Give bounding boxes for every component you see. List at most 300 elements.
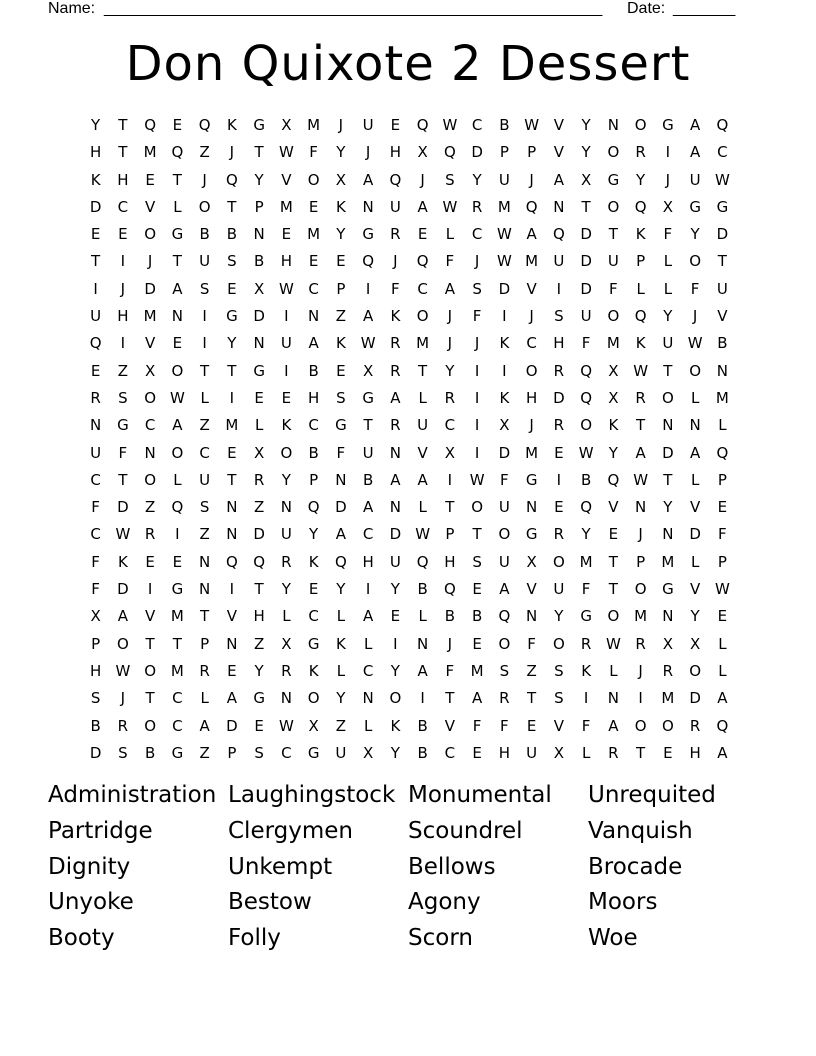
grid-letter[interactable]: E <box>390 607 401 626</box>
grid-letter[interactable]: H <box>689 743 701 762</box>
grid-letter[interactable]: F <box>500 470 509 489</box>
grid-letter[interactable]: F <box>91 552 100 571</box>
grid-letter[interactable]: I <box>502 361 507 380</box>
grid-letter[interactable]: U <box>389 197 401 216</box>
grid-letter[interactable]: M <box>661 552 675 571</box>
grid-letter[interactable]: H <box>117 170 129 189</box>
grid-letter[interactable]: M <box>307 116 321 134</box>
grid-letter[interactable]: G <box>253 689 265 708</box>
grid-letter[interactable]: Z <box>117 361 129 380</box>
grid-letter[interactable]: U <box>526 743 538 762</box>
grid-letter[interactable]: O <box>144 388 157 407</box>
grid-letter[interactable]: H <box>553 334 565 353</box>
grid-letter[interactable]: L <box>636 279 645 298</box>
grid-letter[interactable]: A <box>417 470 428 489</box>
grid-letter[interactable]: B <box>253 252 265 271</box>
grid-letter[interactable]: R <box>444 388 456 407</box>
grid-letter[interactable]: I <box>556 470 562 489</box>
grid-letter[interactable]: M <box>307 225 321 244</box>
grid-letter[interactable]: W <box>469 470 485 489</box>
grid-letter[interactable]: I <box>229 388 235 407</box>
grid-letter[interactable]: P <box>499 143 509 162</box>
grid-letter[interactable]: T <box>145 634 155 653</box>
grid-letter[interactable]: B <box>417 716 428 735</box>
grid-letter[interactable]: O <box>634 716 647 735</box>
grid-letter[interactable]: T <box>445 689 455 708</box>
grid-letter[interactable]: K <box>499 334 510 353</box>
grid-letter[interactable]: I <box>175 525 180 544</box>
grid-letter[interactable]: F <box>391 279 400 298</box>
grid-letter[interactable]: T <box>227 361 237 380</box>
grid-letter[interactable]: A <box>717 689 728 708</box>
grid-letter[interactable]: W <box>415 525 431 544</box>
grid-letter[interactable]: U <box>662 334 674 353</box>
grid-letter[interactable]: O <box>498 634 511 653</box>
grid-letter[interactable]: T <box>608 580 618 599</box>
grid-letter[interactable]: V <box>144 197 156 216</box>
grid-letter[interactable]: Q <box>362 252 375 271</box>
grid-letter[interactable]: M <box>279 197 293 216</box>
grid-letter[interactable]: O <box>280 443 293 462</box>
grid-letter[interactable]: B <box>199 225 210 244</box>
grid-letter[interactable]: N <box>607 116 619 134</box>
grid-letter[interactable]: F <box>445 252 455 271</box>
grid-letter[interactable]: I <box>447 470 453 489</box>
grid-letter[interactable]: N <box>662 416 674 435</box>
grid-letter[interactable]: T <box>145 689 155 708</box>
grid-letter[interactable]: W <box>524 116 540 134</box>
grid-letter[interactable]: O <box>307 170 320 189</box>
grid-letter[interactable]: A <box>689 143 701 162</box>
grid-letter[interactable]: Y <box>690 225 700 244</box>
grid-letter[interactable]: U <box>498 170 510 189</box>
grid-letter[interactable]: T <box>418 361 428 380</box>
grid-letter[interactable]: E <box>145 170 155 189</box>
grid-letter[interactable]: K <box>90 170 101 189</box>
grid-letter[interactable]: R <box>390 416 401 435</box>
grid-letter[interactable]: O <box>389 689 402 708</box>
grid-letter[interactable]: P <box>717 470 727 489</box>
grid-letter[interactable]: R <box>689 716 701 735</box>
grid-letter[interactable]: X <box>608 388 619 407</box>
grid-letter[interactable]: D <box>253 525 265 544</box>
grid-letter[interactable]: Q <box>198 116 211 134</box>
grid-letter[interactable]: V <box>144 334 156 353</box>
grid-letter[interactable]: E <box>336 252 346 271</box>
grid-letter[interactable]: Z <box>335 307 347 326</box>
grid-letter[interactable]: C <box>281 743 292 762</box>
grid-letter[interactable]: K <box>635 225 646 244</box>
grid-letter[interactable]: I <box>147 580 153 599</box>
grid-letter[interactable]: U <box>607 252 619 271</box>
grid-letter[interactable]: Y <box>472 170 482 189</box>
grid-letter[interactable]: T <box>254 143 264 162</box>
grid-letter[interactable]: F <box>609 279 618 298</box>
grid-letter[interactable]: U <box>498 498 510 517</box>
grid-letter[interactable]: U <box>90 443 102 462</box>
grid-letter[interactable]: E <box>472 580 482 599</box>
grid-letter[interactable]: K <box>281 416 292 435</box>
grid-letter[interactable]: Q <box>552 225 565 244</box>
grid-letter[interactable]: N <box>526 607 538 626</box>
grid-letter[interactable]: I <box>202 307 207 326</box>
grid-letter[interactable]: X <box>281 116 292 134</box>
grid-letter[interactable]: W <box>687 334 703 353</box>
date-field-line[interactable]: _______ <box>673 0 736 17</box>
grid-letter[interactable]: D <box>580 225 592 244</box>
grid-letter[interactable]: N <box>280 498 292 517</box>
grid-letter[interactable]: V <box>689 580 701 599</box>
grid-letter[interactable]: J <box>393 252 398 271</box>
grid-letter[interactable]: M <box>661 689 675 708</box>
grid-letter[interactable]: K <box>308 552 319 571</box>
grid-letter[interactable]: K <box>335 634 346 653</box>
grid-letter[interactable]: E <box>526 716 537 735</box>
grid-letter[interactable]: U <box>90 307 102 326</box>
grid-letter[interactable]: R <box>144 525 156 544</box>
grid-letter[interactable]: D <box>662 443 674 462</box>
grid-letter[interactable]: W <box>496 252 512 271</box>
grid-letter[interactable]: B <box>499 116 510 134</box>
grid-letter[interactable]: Q <box>171 498 184 517</box>
grid-letter[interactable]: C <box>362 525 374 544</box>
grid-letter[interactable]: M <box>170 661 184 680</box>
grid-letter[interactable]: J <box>447 634 453 653</box>
grid-letter[interactable]: U <box>580 307 592 326</box>
grid-letter[interactable]: B <box>308 361 319 380</box>
grid-letter[interactable]: V <box>717 307 728 326</box>
grid-letter[interactable]: I <box>638 689 643 708</box>
grid-letter[interactable]: I <box>120 334 126 353</box>
grid-letter[interactable]: W <box>278 716 294 735</box>
grid-letter[interactable]: P <box>200 634 210 653</box>
grid-letter[interactable]: Y <box>663 307 673 326</box>
grid-letter[interactable]: J <box>120 689 126 708</box>
grid-letter[interactable]: O <box>471 498 484 517</box>
grid-letter[interactable]: L <box>418 498 427 517</box>
grid-letter[interactable]: Q <box>580 388 593 407</box>
grid-letter[interactable]: L <box>445 225 455 244</box>
grid-letter[interactable]: D <box>716 225 729 244</box>
grid-letter[interactable]: S <box>499 661 510 680</box>
grid-letter[interactable]: R <box>635 388 646 407</box>
grid-letter[interactable]: E <box>717 498 728 517</box>
grid-letter[interactable]: S <box>554 689 564 708</box>
grid-letter[interactable]: N <box>635 498 647 517</box>
grid-letter[interactable]: J <box>474 252 480 271</box>
grid-letter[interactable]: A <box>172 416 183 435</box>
grid-letter[interactable]: L <box>418 607 427 626</box>
grid-letter[interactable]: L <box>363 716 373 735</box>
grid-letter[interactable]: J <box>202 170 207 189</box>
grid-letter[interactable]: O <box>144 225 157 244</box>
grid-letter[interactable]: Z <box>526 661 537 680</box>
grid-letter[interactable]: G <box>253 361 265 380</box>
grid-letter[interactable]: V <box>608 498 619 517</box>
grid-letter[interactable]: O <box>634 580 647 599</box>
grid-letter[interactable]: U <box>335 743 347 762</box>
grid-letter[interactable]: R <box>635 634 646 653</box>
grid-letter[interactable]: N <box>662 525 674 544</box>
grid-letter[interactable]: X <box>362 361 374 380</box>
grid-letter[interactable]: X <box>553 743 565 762</box>
grid-letter[interactable]: N <box>335 470 347 489</box>
grid-letter[interactable]: Q <box>144 116 157 134</box>
grid-letter[interactable]: F <box>690 279 700 298</box>
grid-letter[interactable]: C <box>172 716 183 735</box>
grid-letter[interactable]: I <box>365 580 371 599</box>
grid-letter[interactable]: A <box>362 607 374 626</box>
grid-letter[interactable]: W <box>633 470 649 489</box>
grid-letter[interactable]: X <box>281 634 292 653</box>
grid-letter[interactable]: X <box>499 416 510 435</box>
grid-letter[interactable]: O <box>171 443 184 462</box>
grid-letter[interactable]: H <box>362 552 374 571</box>
grid-letter[interactable]: N <box>389 443 401 462</box>
grid-letter[interactable]: R <box>553 416 565 435</box>
grid-letter[interactable]: H <box>253 607 265 626</box>
grid-letter[interactable]: W <box>278 143 294 162</box>
grid-letter[interactable]: T <box>118 116 128 134</box>
grid-letter[interactable]: H <box>117 307 129 326</box>
grid-letter[interactable]: Z <box>335 716 347 735</box>
grid-letter[interactable]: J <box>338 116 344 134</box>
grid-letter[interactable]: M <box>470 661 484 680</box>
grid-letter[interactable]: R <box>390 361 401 380</box>
grid-letter[interactable]: Z <box>199 143 210 162</box>
grid-letter[interactable]: A <box>199 716 210 735</box>
grid-letter[interactable]: J <box>447 307 453 326</box>
grid-letter[interactable]: F <box>472 307 482 326</box>
grid-letter[interactable]: E <box>118 225 128 244</box>
grid-letter[interactable]: Q <box>334 552 347 571</box>
grid-letter[interactable]: X <box>662 197 674 216</box>
grid-letter[interactable]: T <box>636 416 646 435</box>
grid-letter[interactable]: W <box>115 661 131 680</box>
grid-letter[interactable]: E <box>472 743 482 762</box>
grid-letter[interactable]: U <box>553 252 565 271</box>
grid-letter[interactable]: A <box>390 470 401 489</box>
grid-letter[interactable]: R <box>499 689 510 708</box>
grid-letter[interactable]: K <box>226 116 237 134</box>
grid-letter[interactable]: K <box>581 661 592 680</box>
grid-letter[interactable]: R <box>281 552 292 571</box>
grid-letter[interactable]: Z <box>199 525 210 544</box>
grid-letter[interactable]: Y <box>663 498 673 517</box>
grid-letter[interactable]: G <box>362 225 374 244</box>
grid-letter[interactable]: G <box>689 197 701 216</box>
grid-letter[interactable]: W <box>714 170 730 189</box>
grid-letter[interactable]: U <box>280 525 292 544</box>
grid-letter[interactable]: D <box>580 279 592 298</box>
grid-letter[interactable]: Z <box>199 416 210 435</box>
grid-letter[interactable]: R <box>90 388 101 407</box>
grid-letter[interactable]: E <box>472 634 482 653</box>
grid-letter[interactable]: Y <box>390 743 400 762</box>
grid-letter[interactable]: H <box>307 388 320 407</box>
grid-letter[interactable]: R <box>580 634 592 653</box>
grid-letter[interactable]: X <box>335 170 347 189</box>
grid-letter[interactable]: J <box>474 334 480 353</box>
grid-letter[interactable]: D <box>389 525 402 544</box>
grid-letter[interactable]: D <box>226 716 238 735</box>
grid-letter[interactable]: T <box>172 170 182 189</box>
grid-letter[interactable]: T <box>527 689 537 708</box>
grid-letter[interactable]: A <box>308 334 319 353</box>
grid-letter[interactable]: O <box>607 607 620 626</box>
grid-letter[interactable]: B <box>717 334 728 353</box>
grid-letter[interactable]: E <box>717 607 728 626</box>
grid-letter[interactable]: E <box>90 361 101 380</box>
grid-letter[interactable]: E <box>308 580 319 599</box>
grid-letter[interactable]: T <box>118 143 128 162</box>
grid-letter[interactable]: O <box>198 197 211 216</box>
grid-letter[interactable]: X <box>90 607 101 626</box>
grid-letter[interactable]: F <box>336 443 346 462</box>
grid-letter[interactable]: M <box>416 334 430 353</box>
grid-letter[interactable]: R <box>253 470 265 489</box>
grid-letter[interactable]: Y <box>581 143 591 162</box>
grid-letter[interactable]: F <box>445 661 455 680</box>
grid-letter[interactable]: C <box>526 334 537 353</box>
grid-letter[interactable]: O <box>144 716 157 735</box>
grid-letter[interactable]: R <box>608 743 619 762</box>
grid-letter[interactable]: J <box>638 525 643 544</box>
grid-letter[interactable]: S <box>199 279 210 298</box>
grid-letter[interactable]: E <box>227 279 237 298</box>
grid-letter[interactable]: M <box>634 607 648 626</box>
grid-letter[interactable]: K <box>390 307 401 326</box>
grid-letter[interactable]: L <box>173 470 182 489</box>
grid-letter[interactable]: Q <box>716 716 729 735</box>
grid-letter[interactable]: P <box>527 143 537 162</box>
grid-letter[interactable]: A <box>335 525 346 544</box>
grid-letter[interactable]: G <box>117 416 129 435</box>
grid-letter[interactable]: E <box>227 661 237 680</box>
grid-letter[interactable]: Y <box>336 580 346 599</box>
grid-letter[interactable]: N <box>226 634 238 653</box>
grid-letter[interactable]: F <box>527 634 536 653</box>
grid-letter[interactable]: U <box>199 470 211 489</box>
grid-letter[interactable]: S <box>554 661 564 680</box>
grid-letter[interactable]: A <box>417 197 428 216</box>
grid-letter[interactable]: A <box>689 116 701 134</box>
grid-letter[interactable]: Q <box>389 170 402 189</box>
grid-letter[interactable]: G <box>362 388 374 407</box>
grid-letter[interactable]: T <box>118 470 128 489</box>
grid-letter[interactable]: K <box>335 334 346 353</box>
grid-letter[interactable]: G <box>226 307 238 326</box>
grid-letter[interactable]: K <box>635 334 646 353</box>
grid-letter[interactable]: B <box>580 470 592 489</box>
grid-letter[interactable]: O <box>661 388 674 407</box>
grid-letter[interactable]: E <box>336 361 346 380</box>
grid-letter[interactable]: Q <box>716 116 729 134</box>
grid-letter[interactable]: R <box>635 143 646 162</box>
grid-letter[interactable]: I <box>474 443 480 462</box>
grid-letter[interactable]: N <box>362 689 374 708</box>
grid-letter[interactable]: N <box>553 197 565 216</box>
grid-letter[interactable]: U <box>280 334 292 353</box>
grid-letter[interactable]: H <box>89 143 102 162</box>
grid-letter[interactable]: I <box>556 279 562 298</box>
grid-letter[interactable]: Q <box>89 334 102 353</box>
grid-letter[interactable]: P <box>717 552 727 571</box>
grid-letter[interactable]: U <box>498 552 510 571</box>
grid-letter[interactable]: N <box>171 307 183 326</box>
grid-letter[interactable]: R <box>199 661 210 680</box>
grid-letter[interactable]: B <box>90 716 101 735</box>
grid-letter[interactable]: K <box>608 416 619 435</box>
grid-letter[interactable]: C <box>308 416 319 435</box>
grid-letter[interactable]: S <box>90 689 101 708</box>
grid-letter[interactable]: U <box>362 116 374 134</box>
grid-letter[interactable]: O <box>116 634 129 653</box>
grid-letter[interactable]: G <box>525 525 538 544</box>
grid-letter[interactable]: S <box>554 307 564 326</box>
grid-letter[interactable]: Q <box>580 498 593 517</box>
grid-letter[interactable]: A <box>362 307 374 326</box>
grid-letter[interactable]: F <box>581 716 591 735</box>
grid-letter[interactable]: Q <box>634 197 647 216</box>
grid-letter[interactable]: A <box>172 279 183 298</box>
grid-letter[interactable]: C <box>308 279 319 298</box>
grid-letter[interactable]: W <box>578 443 594 462</box>
grid-letter[interactable]: E <box>227 443 237 462</box>
grid-letter[interactable]: Y <box>445 361 455 380</box>
grid-letter[interactable]: N <box>90 416 102 435</box>
grid-letter[interactable]: T <box>472 525 482 544</box>
grid-letter[interactable]: W <box>714 580 730 599</box>
grid-letter[interactable]: C <box>144 416 156 435</box>
grid-letter[interactable]: F <box>309 143 318 162</box>
grid-letter[interactable]: T <box>172 634 182 653</box>
grid-letter[interactable]: D <box>498 279 511 298</box>
grid-letter[interactable]: A <box>117 607 128 626</box>
grid-letter[interactable]: T <box>608 225 618 244</box>
grid-letter[interactable]: Y <box>281 470 291 489</box>
grid-letter[interactable]: A <box>362 170 374 189</box>
grid-letter[interactable]: D <box>89 743 102 762</box>
grid-letter[interactable]: N <box>662 607 674 626</box>
grid-letter[interactable]: D <box>580 252 592 271</box>
grid-letter[interactable]: Q <box>580 361 593 380</box>
grid-letter[interactable]: M <box>497 197 511 216</box>
grid-letter[interactable]: O <box>525 361 538 380</box>
grid-letter[interactable]: P <box>227 743 237 762</box>
grid-letter[interactable]: K <box>117 552 128 571</box>
grid-letter[interactable]: G <box>716 197 729 216</box>
grid-letter[interactable]: O <box>307 689 320 708</box>
grid-letter[interactable]: O <box>416 307 429 326</box>
grid-letter[interactable]: T <box>91 252 101 271</box>
grid-letter[interactable]: S <box>472 279 482 298</box>
grid-letter[interactable]: H <box>498 743 511 762</box>
grid-letter[interactable]: S <box>118 743 128 762</box>
grid-letter[interactable]: I <box>229 580 235 599</box>
grid-letter[interactable]: A <box>499 580 510 599</box>
grid-letter[interactable]: E <box>281 225 292 244</box>
grid-letter[interactable]: L <box>663 252 673 271</box>
grid-letter[interactable]: T <box>663 470 673 489</box>
grid-letter[interactable]: V <box>444 716 455 735</box>
grid-letter[interactable]: V <box>144 607 156 626</box>
grid-letter[interactable]: L <box>663 279 673 298</box>
grid-letter[interactable]: E <box>172 334 183 353</box>
grid-letter[interactable]: E <box>172 116 183 134</box>
grid-letter[interactable]: E <box>254 388 264 407</box>
grid-letter[interactable]: E <box>308 197 319 216</box>
